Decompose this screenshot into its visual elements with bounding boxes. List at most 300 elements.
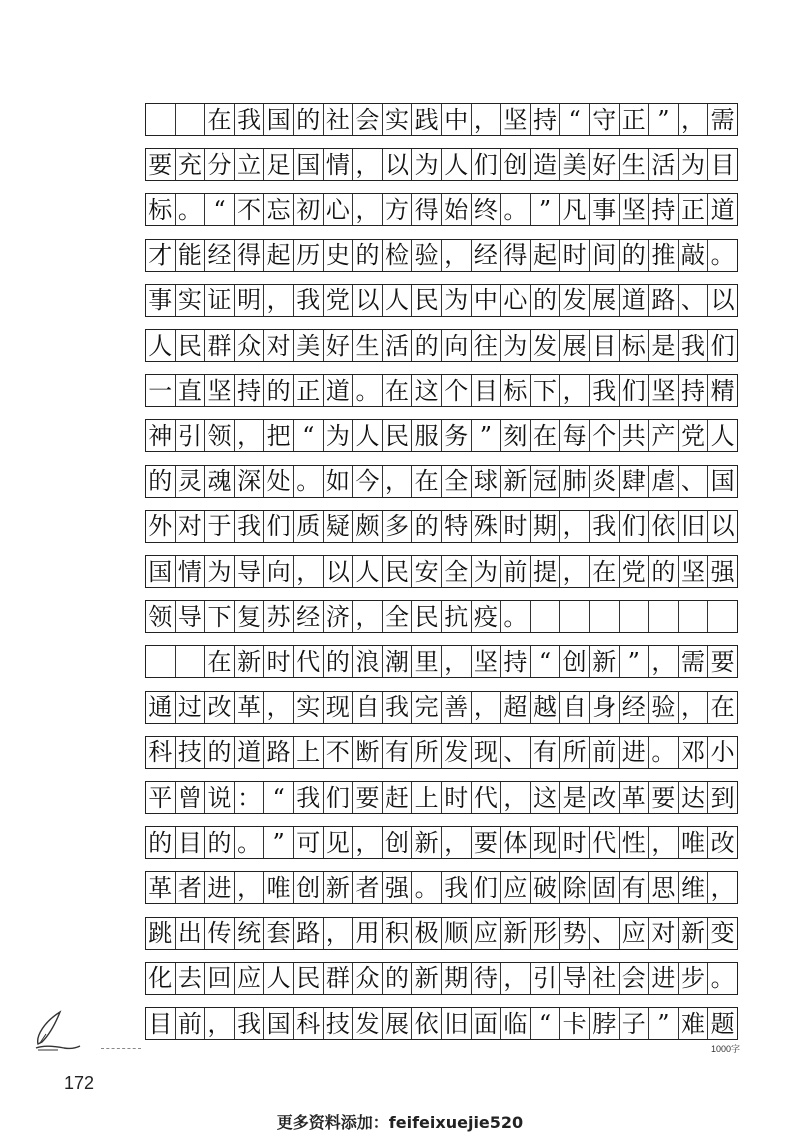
grid-cell: 性	[620, 827, 650, 858]
grid-cell: 疑	[324, 511, 354, 542]
grid-cell: 众	[235, 330, 265, 361]
grid-cell: 球	[472, 466, 502, 497]
grid-cell: 民	[412, 285, 442, 316]
grid-cell: 把	[264, 420, 294, 451]
grid-cell: 们	[324, 782, 354, 813]
grid-cell: 个	[442, 375, 472, 406]
grid-cell	[649, 601, 679, 632]
grid-cell: 道	[620, 285, 650, 316]
grid-cell: 以	[353, 285, 383, 316]
grid-cell: 善	[442, 692, 472, 723]
grid-cell: 要	[649, 782, 679, 813]
grid-cell: 者	[176, 872, 206, 903]
grid-cell: 的	[620, 240, 650, 271]
grid-cell: 。	[294, 466, 324, 497]
grid-row	[145, 555, 738, 588]
grid-cell: 对	[649, 918, 679, 949]
grid-cell: 敲	[679, 240, 709, 271]
grid-cell: ，	[679, 104, 709, 135]
grid-cell: 越	[531, 692, 561, 723]
grid-cell: 肺	[560, 466, 590, 497]
grid-cell: 导	[176, 601, 206, 632]
grid-cell: 始	[442, 194, 472, 225]
grid-cell: “	[531, 1008, 561, 1039]
grid-cell: 民	[412, 601, 442, 632]
grid-cell: 我	[442, 872, 472, 903]
grid-cell: 质	[294, 511, 324, 542]
grid-cell: 卡	[560, 1008, 590, 1039]
grid-cell: 目	[710, 150, 735, 179]
grid-cell: “	[560, 104, 590, 135]
grid-cell: 下	[205, 601, 235, 632]
grid-cell: 的	[353, 240, 383, 271]
grid-cell: 复	[235, 601, 265, 632]
grid-cell: ，	[353, 194, 383, 225]
grid-cell: ”	[620, 646, 650, 677]
grid-cell: 会	[620, 963, 650, 994]
grid-cell: 时	[560, 240, 590, 271]
grid-cell: 面	[472, 1008, 502, 1039]
grid-cell: 下	[531, 375, 561, 406]
grid-cell: 展	[590, 285, 620, 316]
grid-cell: 强	[383, 872, 413, 903]
grid-cell: 我	[235, 104, 265, 135]
grid-cell: 现	[324, 692, 354, 723]
grid-cell: 往	[472, 330, 502, 361]
grid-cell: 中	[442, 104, 472, 135]
grid-cell: 自	[353, 692, 383, 723]
grid-cell: 自	[560, 692, 590, 723]
grid-cell: 为	[412, 149, 442, 180]
grid-cell: 为	[472, 556, 502, 587]
grid-cell: 于	[205, 511, 235, 542]
grid-cell: 终	[472, 194, 502, 225]
grid-cell: 发	[560, 285, 590, 316]
grid-cell: 需	[679, 646, 709, 677]
grid-cell: 国	[146, 556, 176, 587]
grid-cell: 们	[710, 331, 735, 360]
grid-cell: 展	[560, 330, 590, 361]
grid-cell: 创	[294, 872, 324, 903]
grid-cell: 在	[412, 466, 442, 497]
grid-cell: 在	[710, 693, 735, 722]
grid-cell	[679, 601, 709, 632]
grid-cell: 改	[710, 828, 735, 857]
grid-cell: 全	[383, 601, 413, 632]
grid-cell: ”	[472, 420, 502, 451]
grid-cell: 推	[649, 240, 679, 271]
grid-row	[145, 871, 738, 904]
grid-cell: 旧	[442, 1008, 472, 1039]
grid-cell: 步	[679, 963, 709, 994]
grid-cell: 验	[412, 240, 442, 271]
grid-cell: 间	[590, 240, 620, 271]
grid-cell: 们	[620, 375, 650, 406]
grid-cell: 强	[710, 557, 735, 586]
grid-cell: 说	[205, 782, 235, 813]
grid-cell: 有	[620, 872, 650, 903]
grid-cell: 的	[294, 104, 324, 135]
grid-cell: ，	[353, 827, 383, 858]
grid-cell: 今	[353, 466, 383, 497]
grid-cell: 发	[442, 737, 472, 768]
grid-cell: 人	[353, 420, 383, 451]
grid-cell: 唯	[264, 872, 294, 903]
grid-cell: 是	[649, 330, 679, 361]
word-count-label: 1000字	[711, 1044, 741, 1054]
grid-cell: 领	[146, 601, 176, 632]
grid-cell: 人	[710, 421, 735, 450]
grid-cell: ，	[294, 556, 324, 587]
grid-cell: 坚	[205, 375, 235, 406]
grid-cell: 正	[294, 375, 324, 406]
grid-row	[145, 193, 738, 226]
grid-row	[145, 917, 738, 950]
grid-cell: 引	[531, 963, 561, 994]
grid-cell: 众	[353, 963, 383, 994]
grid-cell: ，	[264, 692, 294, 723]
grid-cell: 要	[353, 782, 383, 813]
grid-cell: 史	[324, 240, 354, 271]
grid-cell: 群	[324, 963, 354, 994]
grid-row	[145, 103, 738, 136]
grid-cell: 精	[710, 376, 735, 405]
grid-cell: 颇	[353, 511, 383, 542]
grid-cell: 起	[264, 240, 294, 271]
grid-cell: 活	[383, 330, 413, 361]
grid-cell: 坚	[649, 375, 679, 406]
grid-cell: 、	[679, 285, 709, 316]
grid-cell: 出	[176, 918, 206, 949]
grid-cell: 题	[710, 1009, 735, 1038]
grid-cell: 坚	[472, 646, 502, 677]
grid-cell: 坚	[620, 194, 650, 225]
grid-cell: 用	[353, 918, 383, 949]
grid-cell: 这	[412, 375, 442, 406]
grid-cell: 直	[176, 375, 206, 406]
grid-cell: 国	[710, 467, 735, 496]
grid-cell: 是	[560, 782, 590, 813]
grid-cell: 苏	[264, 601, 294, 632]
grid-cell: ，	[353, 149, 383, 180]
grid-cell: 路	[294, 918, 324, 949]
grid-cell: 产	[649, 420, 679, 451]
grid-cell: 以	[324, 556, 354, 587]
grid-cell: 。	[501, 194, 531, 225]
grid-cell: 标	[620, 330, 650, 361]
grid-cell: 的	[205, 737, 235, 768]
grid-cell: 科	[146, 737, 176, 768]
grid-cell: 目	[176, 827, 206, 858]
grid-cell: 极	[412, 918, 442, 949]
grid-cell: ，	[560, 556, 590, 587]
grid-cell: 虐	[649, 466, 679, 497]
grid-cell	[146, 646, 176, 677]
grid-cell: 要	[472, 827, 502, 858]
grid-cell: 的	[531, 285, 561, 316]
grid-cell: 经	[620, 692, 650, 723]
grid-cell: 立	[235, 149, 265, 180]
grid-cell: 实	[294, 692, 324, 723]
grid-cell: 好	[590, 149, 620, 180]
grid-cell: 炎	[590, 466, 620, 497]
grid-cell: 除	[560, 872, 590, 903]
grid-cell: 赶	[383, 782, 413, 813]
grid-cell: 党	[620, 556, 650, 587]
grid-cell: 子	[620, 1008, 650, 1039]
grid-cell: 创	[501, 149, 531, 180]
grid-cell	[560, 601, 590, 632]
grid-cell: 的	[412, 330, 442, 361]
grid-row	[145, 826, 738, 859]
grid-cell: 中	[472, 285, 502, 316]
grid-cell: 守	[590, 104, 620, 135]
grid-cell: 冠	[531, 466, 561, 497]
grid-cell: ”	[649, 1008, 679, 1039]
grid-cell: 变	[710, 919, 735, 948]
grid-cell: 的	[264, 375, 294, 406]
grid-cell: 持	[649, 194, 679, 225]
grid-cell: 积	[383, 918, 413, 949]
grid-cell: ，	[501, 963, 531, 994]
grid-cell: 新	[412, 963, 442, 994]
grid-row	[145, 645, 738, 678]
grid-cell: 。	[649, 737, 679, 768]
grid-cell: 初	[294, 194, 324, 225]
grid-cell: ，	[353, 601, 383, 632]
grid-cell: 待	[472, 963, 502, 994]
grid-cell: 有	[383, 737, 413, 768]
grid-cell: 唯	[679, 827, 709, 858]
grid-cell: 改	[590, 782, 620, 813]
grid-cell: 固	[590, 872, 620, 903]
grid-cell: 不	[235, 194, 265, 225]
grid-cell: 有	[531, 737, 561, 768]
grid-cell: 浪	[353, 646, 383, 677]
grid-cell: 邓	[679, 737, 709, 768]
grid-cell: 全	[442, 556, 472, 587]
grid-cell: 国	[264, 104, 294, 135]
grid-cell: 时	[442, 782, 472, 813]
grid-cell: 在	[590, 556, 620, 587]
grid-cell	[176, 646, 206, 677]
grid-cell: ，	[442, 240, 472, 271]
grid-cell: 会	[353, 104, 383, 135]
grid-cell: 进	[620, 737, 650, 768]
grid-cell: 方	[383, 194, 413, 225]
grid-cell: 好	[324, 330, 354, 361]
grid-cell	[590, 601, 620, 632]
grid-cell: 到	[710, 783, 735, 812]
grid-cell: 情	[176, 556, 206, 587]
grid-cell: ，	[472, 692, 502, 723]
grid-cell: 实	[383, 104, 413, 135]
grid-cell: 生	[353, 330, 383, 361]
grid-cell: 所	[412, 737, 442, 768]
grid-cell: 标	[146, 194, 176, 225]
grid-cell: 每	[560, 420, 590, 451]
grid-cell	[708, 601, 737, 632]
grid-cell: 新	[501, 466, 531, 497]
grid-cell: 的	[383, 963, 413, 994]
grid-cell: “	[294, 420, 324, 451]
grid-cell: 分	[205, 149, 235, 180]
grid-cell: 党	[324, 285, 354, 316]
grid-cell: 体	[501, 827, 531, 858]
grid-cell: 回	[205, 963, 235, 994]
grid-cell: 目	[146, 1008, 176, 1039]
grid-cell: 殊	[472, 511, 502, 542]
grid-cell: 济	[324, 601, 354, 632]
grid-cell: 以	[383, 149, 413, 180]
grid-row	[145, 1007, 738, 1040]
grid-cell: ，	[501, 782, 531, 813]
grid-cell: 道	[235, 737, 265, 768]
grid-cell: 达	[679, 782, 709, 813]
grid-cell: 践	[412, 104, 442, 135]
grid-cell: 刻	[501, 420, 531, 451]
grid-cell: 技	[176, 737, 206, 768]
grid-cell: 明	[235, 285, 265, 316]
grid-cell: 社	[590, 963, 620, 994]
grid-cell: 造	[531, 149, 561, 180]
grid-cell: 改	[205, 692, 235, 723]
grid-cell: 新	[324, 872, 354, 903]
grid-cell: 为	[324, 420, 354, 451]
footer-text: 更多资料添加：feifeixuejie520	[276, 1113, 524, 1132]
grid-cell: 势	[560, 918, 590, 949]
grid-row	[145, 374, 738, 407]
grid-cell: 新	[679, 918, 709, 949]
pen-icon	[30, 1008, 82, 1052]
grid-cell: 创	[383, 827, 413, 858]
grid-cell: 时	[501, 511, 531, 542]
grid-cell: 过	[176, 692, 206, 723]
grid-cell: 革	[620, 782, 650, 813]
grid-cell: 为	[501, 330, 531, 361]
grid-cell: 起	[531, 240, 561, 271]
grid-row	[145, 419, 738, 452]
grid-cell: ，	[324, 918, 354, 949]
grid-cell	[146, 104, 176, 135]
grid-cell: 民	[294, 963, 324, 994]
grid-cell: 共	[620, 420, 650, 451]
grid-cell: 要	[146, 149, 176, 180]
grid-cell: 经	[205, 240, 235, 271]
grid-cell: 思	[649, 872, 679, 903]
grid-cell: 创	[560, 646, 590, 677]
grid-cell: 们	[620, 511, 650, 542]
grid-cell: 人	[146, 330, 176, 361]
grid-cell: 的	[412, 511, 442, 542]
grid-cell: 上	[294, 737, 324, 768]
grid-row	[145, 781, 738, 814]
grid-cell: 充	[176, 149, 206, 180]
grid-cell: 得	[412, 194, 442, 225]
grid-cell: 潮	[383, 646, 413, 677]
grid-cell: 现	[531, 827, 561, 858]
grid-cell: 新	[235, 646, 265, 677]
grid-row	[145, 329, 738, 362]
grid-cell: 完	[412, 692, 442, 723]
grid-cell: 肆	[620, 466, 650, 497]
grid-cell: 需	[710, 105, 735, 134]
grid-cell: 全	[442, 466, 472, 497]
grid-cell: 能	[176, 240, 206, 271]
grid-cell: 持	[235, 375, 265, 406]
grid-cell: 代	[472, 782, 502, 813]
grid-cell: ，	[235, 420, 265, 451]
grid-cell: 人	[264, 963, 294, 994]
grid-cell: 维	[679, 872, 709, 903]
grid-cell: 前	[590, 737, 620, 768]
grid-cell: 我	[383, 692, 413, 723]
grid-cell: 目	[472, 375, 502, 406]
grid-cell: 才	[146, 240, 176, 271]
grid-cell: 通	[146, 692, 176, 723]
grid-cell: 这	[531, 782, 561, 813]
grid-cell: 者	[353, 872, 383, 903]
grid-cell: 持	[501, 646, 531, 677]
grid-cell: 对	[264, 330, 294, 361]
grid-cell: 在	[383, 375, 413, 406]
grid-cell: 向	[442, 330, 472, 361]
grid-cell: 前	[176, 1008, 206, 1039]
grid-cell: 民	[383, 556, 413, 587]
grid-cell: 人	[383, 285, 413, 316]
grid-cell: 展	[383, 1008, 413, 1039]
grid-cell: 经	[472, 240, 502, 271]
grid-cell	[176, 104, 206, 135]
grid-row	[145, 284, 738, 317]
grid-cell: 道	[710, 195, 735, 224]
grid-cell: 历	[294, 240, 324, 271]
grid-cell: 在	[531, 420, 561, 451]
grid-cell: 持	[531, 104, 561, 135]
grid-cell: 上	[412, 782, 442, 813]
grid-cell: 如	[324, 466, 354, 497]
grid-cell: 持	[679, 375, 709, 406]
grid-cell: 心	[324, 194, 354, 225]
grid-cell: “	[264, 782, 294, 813]
grid-cell: 。	[412, 872, 442, 903]
grid-cell: 临	[501, 1008, 531, 1039]
grid-cell: 抗	[442, 601, 472, 632]
grid-cell: ，	[710, 873, 735, 902]
grid-cell: 凡	[560, 194, 590, 225]
grid-cell: 道	[324, 375, 354, 406]
grid-cell: 以	[710, 512, 735, 541]
grid-cell: 曾	[176, 782, 206, 813]
grid-cell: 依	[649, 511, 679, 542]
grid-cell: 们	[472, 149, 502, 180]
grid-cell	[531, 601, 561, 632]
grid-cell: 在	[205, 646, 235, 677]
grid-cell: 对	[176, 511, 206, 542]
grid-cell: 所	[560, 737, 590, 768]
grid-cell: 可	[294, 827, 324, 858]
grid-row	[145, 736, 738, 769]
grid-cell: 我	[235, 511, 265, 542]
grid-cell: 的	[146, 827, 176, 858]
grid-cell: 应	[235, 963, 265, 994]
grid-cell: 服	[412, 420, 442, 451]
grid-cell: 新	[501, 918, 531, 949]
grid-row	[145, 239, 738, 272]
grid-cell	[620, 601, 650, 632]
grid-cell: 魂	[205, 466, 235, 497]
grid-cell: 事	[590, 194, 620, 225]
